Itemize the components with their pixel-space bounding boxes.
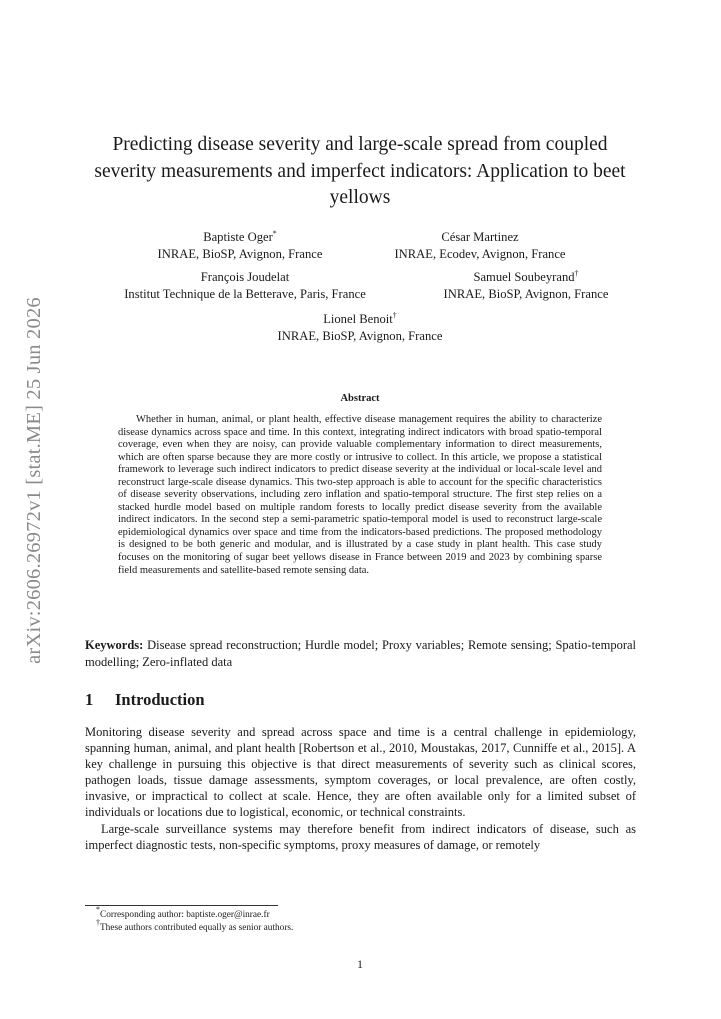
author-footnote-mark: * bbox=[272, 229, 277, 238]
page-number: 1 bbox=[357, 957, 363, 971]
section-heading bbox=[85, 690, 205, 710]
section-title: Introduction bbox=[115, 690, 205, 709]
author-affiliation: INRAE, BioSP, Avignon, France bbox=[157, 247, 323, 261]
arxiv-identifier-stamp bbox=[14, 290, 54, 670]
author-block bbox=[366, 229, 594, 263]
author-name: Baptiste Oger* bbox=[203, 229, 277, 244]
abstract-heading: Abstract bbox=[340, 393, 380, 404]
footnote-divider bbox=[85, 905, 278, 906]
author-affiliation: INRAE, Ecodev, Avignon, France bbox=[394, 247, 566, 261]
keywords-label: Keywords: bbox=[85, 638, 144, 652]
paper-title: Predicting disease severity and large-scale spread from coupled severity measurements and imperfect indicators: Application to beet yellows bbox=[94, 134, 626, 208]
keywords-text: Disease spread reconstruction; Hurdle model; Proxy variables; Remote sensing; Spatio-temporal modelling; Zero-inflated data bbox=[85, 638, 636, 669]
author-block bbox=[420, 269, 632, 303]
author-name: François Joudelat bbox=[200, 270, 290, 284]
author-affiliation: INRAE, BioSP, Avignon, France bbox=[277, 329, 443, 343]
introduction-body bbox=[85, 724, 636, 853]
paragraph: Monitoring disease severity and spread across space and time is a central challenge in epidemiology, spanning human, animal, and plant health [Robertson et al., 2010, Moustakas, 2017, Cunniffe et al., 2015]. A key challenge in pursuing this objective is that direct measurements of severity such as clinical scores, pathogen loads, tissue damage assessments, symptom coverages, or local prevalence, are often costly, invasive, or impractical to collect at scale. Hence, they are often available only for a limited subset of individuals or locations due to logistical, economic, or technical constraints. bbox=[85, 725, 636, 820]
section-number: 1 bbox=[85, 690, 94, 709]
keywords bbox=[85, 637, 636, 670]
author-affiliation: INRAE, BioSP, Avignon, France bbox=[443, 287, 609, 301]
author-footnote-mark: † bbox=[574, 269, 579, 278]
author-affiliation: Institut Technique de la Betterave, Paris, France bbox=[124, 287, 366, 301]
footnotes bbox=[96, 905, 636, 934]
author-block bbox=[250, 311, 470, 345]
footnote: †These authors contributed equally as senior authors. bbox=[96, 917, 294, 933]
arxiv-identifier-text: arXiv:2606.26972v1 [stat.ME] 25 Jun 2026 bbox=[22, 296, 45, 664]
author-footnote-mark: † bbox=[392, 311, 397, 320]
author-block bbox=[130, 229, 350, 263]
footnote: *Corresponding author: baptiste.oger@inrae.fr bbox=[96, 905, 270, 920]
author-name: César Martinez bbox=[441, 230, 519, 244]
author-block bbox=[90, 269, 400, 303]
author-name: Lionel Benoit† bbox=[323, 311, 397, 326]
paragraph: Large-scale surveillance systems may therefore benefit from indirect indicators of disease, such as imperfect diagnostic tests, non-specific symptoms, proxy measures of damage, or remotely bbox=[85, 821, 636, 852]
abstract-text: Whether in human, animal, or plant health, effective disease management requires the ability to characterize disease dynamics across space and time. In this context, integrating indirect indicators with broad spatio-temporal coverage, even when they are noisy, can provide valuable complementary information to direct measurements, which are often sparse because they are more costly or intrusive to collect. In this article, we propose a statistical framework to leverage such indirect indicators to predict disease severity at the individual or local-scale level and reconstruct large-scale disease dynamics. This two-step approach is able to account for the specific characteristics of disease severity observations, including zero inflation and spatio-temporal structure. The first step relies on a stacked hurdle model based on multiple random forests to locally predict disease severity from the available indirect indicators. In the second step a semi-parametric spatio-temporal model is used to reconstruct large-scale epidemiological dynamics over space and time from the indicators-based predictions. The proposed methodology is designed to be both generic and modular, and is illustrated by a case study in plant health. This case study focuses on the monitoring of sugar beet yellows disease in France between 2019 and 2023 by combining sparse field measurements and satellite-based remote sensing data. bbox=[118, 414, 602, 576]
author-name: Samuel Soubeyrand† bbox=[473, 269, 579, 284]
